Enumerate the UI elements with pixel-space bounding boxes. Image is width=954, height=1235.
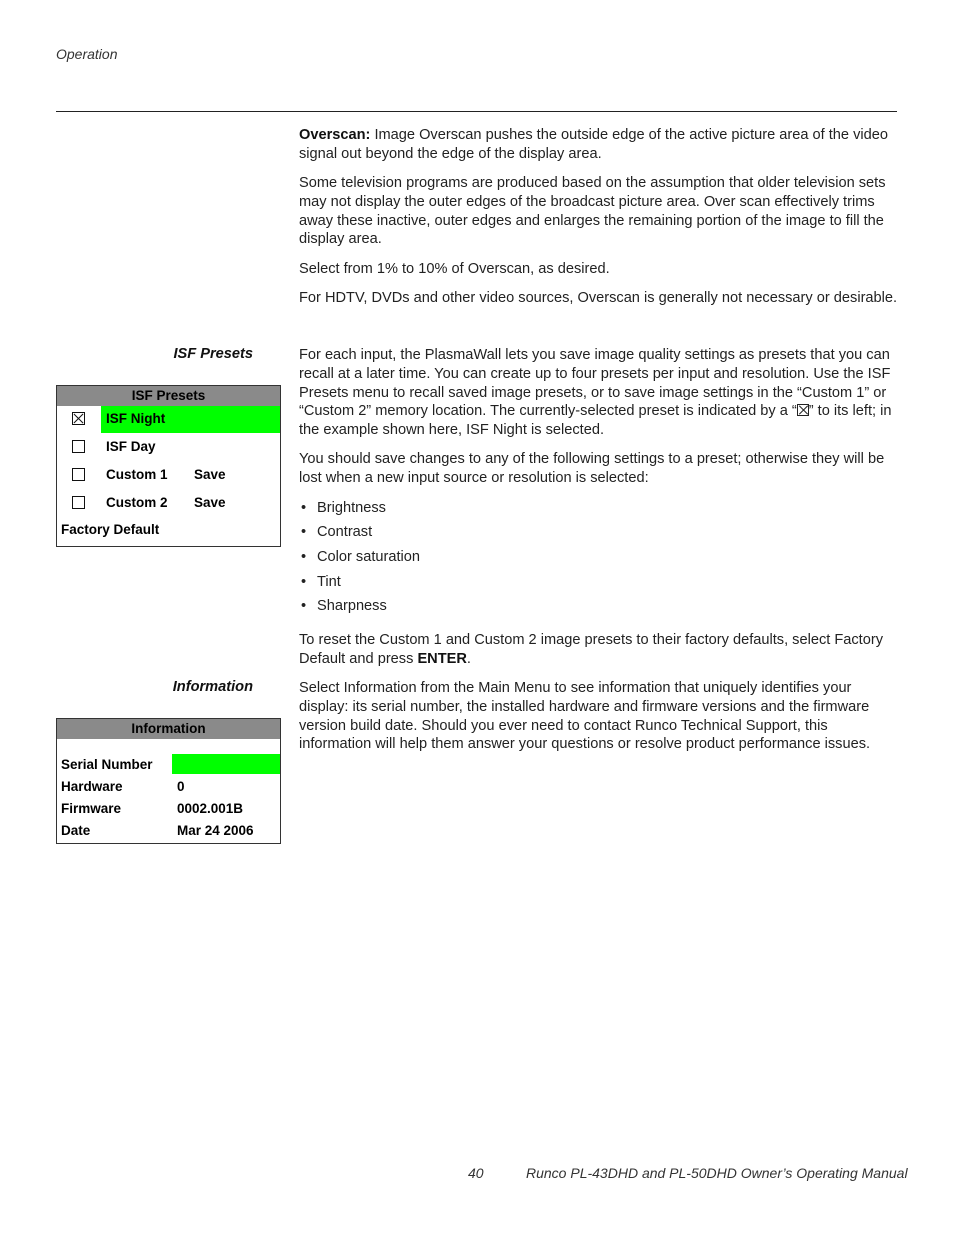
menu-title: Information xyxy=(57,719,280,739)
settings-list xyxy=(299,499,899,622)
info-row-date xyxy=(57,820,280,843)
info-row-serial-number xyxy=(57,754,280,776)
menu-item-isf-day[interactable] xyxy=(57,434,280,462)
overscan-paragraph-1 xyxy=(299,126,899,164)
isf-paragraph-1 xyxy=(299,346,899,440)
menu-item-label: ISF Day xyxy=(106,439,156,454)
manual-title: Runco PL-43DHD and PL-50DHD Owner’s Operating Manual xyxy=(526,1165,908,1181)
checkbox-icon[interactable] xyxy=(72,440,85,453)
list-item: • Brightness xyxy=(299,499,899,524)
overscan-paragraph-3: Select from 1% to 10% of Overscan, as desired. xyxy=(299,260,610,277)
isf-paragraph-3 xyxy=(299,631,899,669)
info-value: 0 xyxy=(177,779,185,794)
checkbox-icon[interactable] xyxy=(72,496,85,509)
menu-item-isf-night[interactable] xyxy=(57,406,280,434)
list-item: • Color saturation xyxy=(299,548,899,573)
menu-spacer xyxy=(57,739,280,754)
information-section xyxy=(299,679,899,765)
isf-text-3b: . xyxy=(466,650,471,667)
info-key: Hardware xyxy=(61,779,123,794)
menu-title: ISF Presets xyxy=(57,386,280,406)
overscan-paragraph-4: For HDTV, DVDs and other video sources, Overscan is generally not necessary or desirable. xyxy=(299,290,898,307)
info-value: 0002.001B xyxy=(177,801,244,816)
save-button[interactable]: Save xyxy=(194,495,226,510)
info-row-hardware xyxy=(57,776,280,798)
isf-text-1b: ” to its left; in the example shown here, ISF Night is selected. xyxy=(299,403,892,439)
menu-item-label: Custom 2 xyxy=(106,495,168,510)
info-key: Firmware xyxy=(61,801,122,816)
menu-item-label: Factory Default xyxy=(61,522,160,537)
isf-text-3a: To reset the Custom 1 and Custom 2 image presets to their factory defaults, select Factory Default and press xyxy=(299,632,884,667)
overscan-section xyxy=(299,126,899,318)
checkbox-icon[interactable] xyxy=(72,468,85,481)
header-rule xyxy=(56,111,897,112)
enter-key-label: ENTER xyxy=(417,650,467,667)
isf-presets-section xyxy=(299,346,899,679)
menu-item-custom-1[interactable] xyxy=(57,462,280,490)
information-heading: Information xyxy=(172,679,253,695)
information-menu xyxy=(56,718,281,844)
overscan-term: Overscan: xyxy=(299,127,371,143)
overscan-text-1: Image Overscan pushes the outside edge of the active picture area of the video signal out beyond the edge of the display area. xyxy=(299,127,888,162)
info-value: Mar 24 2006 xyxy=(177,823,254,838)
isf-presets-heading: ISF Presets xyxy=(173,346,253,362)
information-paragraph-1: Select Information from the Main Menu to see information that uniquely identifies your display: its serial number, the installed hardware and firmware versions and the firmware version build date. Should you ever need to contact Runco Technical Support, this information will help them answer your questions or resolve product performance issues. xyxy=(299,680,871,753)
list-item: • Tint xyxy=(299,573,899,598)
info-key: Date xyxy=(61,823,91,838)
isf-presets-menu xyxy=(56,385,281,547)
info-key: Serial Number xyxy=(61,757,153,772)
info-row-firmware xyxy=(57,798,280,820)
menu-item-label: ISF Night xyxy=(106,411,166,426)
list-item: • Contrast xyxy=(299,523,899,548)
menu-item-custom-2[interactable] xyxy=(57,490,280,518)
checked-box-icon[interactable] xyxy=(72,412,85,425)
isf-paragraph-2: You should save changes to any of the following settings to a preset; otherwise they will be lost when a new input source or resolution is selected: xyxy=(299,451,885,487)
list-item: • Sharpness xyxy=(299,597,899,622)
isf-text-1a: For each input, the PlasmaWall lets you save image quality settings as presets that you can recall at a later time. You can create up to four presets per input and resolution. Use the ISF Presets menu to recall saved image presets, or to save image settings in the “Custom 1” or “Custom 2” memory location. The currently-selected preset is indicated by a “ xyxy=(299,347,891,420)
running-header: Operation xyxy=(56,46,118,62)
overscan-paragraph-2: Some television programs are produced based on the assumption that older television sets may not display the outer edges of the broadcast picture area. Over scan effectively trims away these inactive, outer edges and enlarges the remaining portion of the image to fill the display area. xyxy=(299,175,886,248)
checked-box-icon xyxy=(797,404,809,416)
menu-item-label: Custom 1 xyxy=(106,467,168,482)
selection-highlight xyxy=(172,754,280,774)
page-number: 40 xyxy=(468,1165,484,1181)
save-button[interactable]: Save xyxy=(194,467,226,482)
menu-item-factory-default[interactable] xyxy=(57,518,280,546)
